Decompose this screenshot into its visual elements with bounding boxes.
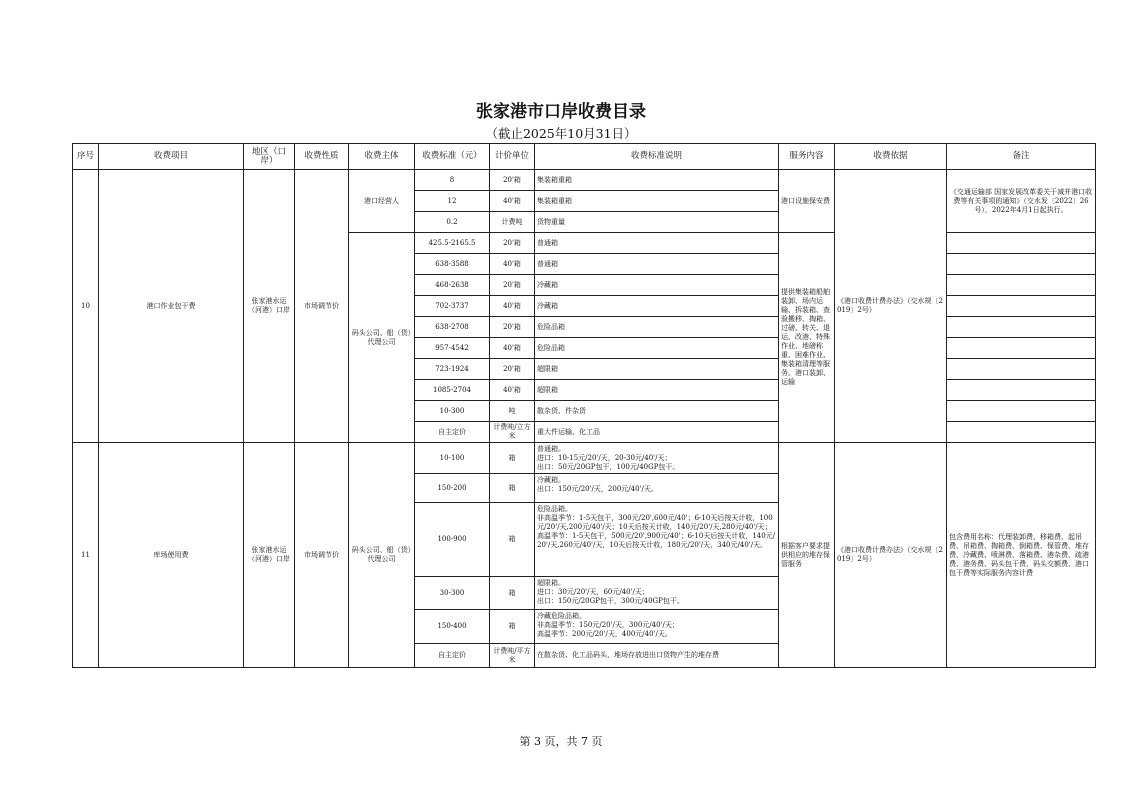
remark: 包含费用名称：代理装卸费、移箱费、起吊费、吊箱费、掏箱费、倒箱费、保管费、堆存费、冷藏费、喷淋费、落箱费、港杂费、疏港费、港务费、码头包干费、码头交额费、港口包干费等实际服务内容计费 xyxy=(947,443,1096,668)
page-number: 第 3 页，共 7 页 xyxy=(519,735,603,748)
item-name: 港口作业包干费 xyxy=(99,170,244,443)
fee-description: 重大件运输、化工品 xyxy=(535,422,779,443)
table-row xyxy=(73,443,1096,474)
fee-unit: 箱 xyxy=(490,503,535,577)
fee-standard: 468-2638 xyxy=(415,275,490,296)
fee-unit: 40'箱 xyxy=(490,380,535,401)
fee-unit: 计费吨 xyxy=(490,212,535,233)
item-region: 张家港水运（河港）口岸 xyxy=(244,443,295,668)
fee-standard: 150-200 xyxy=(415,474,490,503)
remark: 《交通运输部 国家发展改革委关于减并港口收费等有关事项的通知》（交水发〔2022〕26号），2022年4月1日起执行。 xyxy=(947,170,1096,233)
header-cell: 服务内容 xyxy=(779,144,835,170)
fee-description: 冷藏箱 xyxy=(535,275,779,296)
fee-unit: 20'箱 xyxy=(490,233,535,254)
fee-subject: 码头公司、船（货）代理公司 xyxy=(349,233,415,443)
fee-unit: 20'箱 xyxy=(490,170,535,191)
item-name: 库场使用费 xyxy=(99,443,244,668)
fee-standard: 1085-2704 xyxy=(415,380,490,401)
page-subtitle: （截止2025年10月31日） xyxy=(485,126,637,141)
header-cell: 收费性质 xyxy=(295,144,349,170)
fee-standard: 957-4542 xyxy=(415,338,490,359)
remark xyxy=(947,317,1096,338)
fee-description: 冷藏箱。 出口：150元/20'/天，200元/40'/天。 xyxy=(535,474,779,503)
header-cell: 收费依据 xyxy=(835,144,947,170)
fee-description: 危险品箱。 非高温季节：1-5天包干，300元/20',600元/40'；6-10天后按天计收，100元/20'/天,200元/40'/天；10天后按天计收，140元/20'/天,280元/40'/天； 高温季节：1-5天包干，500元/20',900元/40'；6-10天后按天计收，140元/20'/天,260元/40'/天，10天后按天计收，180元/20'/天，340元/40'/天。 xyxy=(535,503,779,577)
fee-unit: 吨 xyxy=(490,401,535,422)
service-content: 根据客户要求提供相应的堆存保管服务 xyxy=(779,443,835,668)
fee-description: 散杂货、件杂货 xyxy=(535,401,779,422)
header-cell: 收费标准（元） xyxy=(415,144,490,170)
fee-unit: 箱 xyxy=(490,443,535,474)
remark xyxy=(947,422,1096,443)
remark xyxy=(947,401,1096,422)
remark xyxy=(947,338,1096,359)
fee-standard: 425.5-2165.5 xyxy=(415,233,490,254)
fee-unit: 箱 xyxy=(490,610,535,644)
fee-standard: 自主定价 xyxy=(415,422,490,443)
fee-standard: 723-1924 xyxy=(415,359,490,380)
fee-unit: 箱 xyxy=(490,474,535,503)
fee-unit: 40'箱 xyxy=(490,338,535,359)
fee-unit: 20'箱 xyxy=(490,275,535,296)
fee-description: 集装箱重箱 xyxy=(535,191,779,212)
fee-standard: 自主定价 xyxy=(415,644,490,668)
fee-unit: 40'箱 xyxy=(490,191,535,212)
fee-standard: 638-2708 xyxy=(415,317,490,338)
item-region: 张家港水运（河港）口岸 xyxy=(244,170,295,443)
header-cell: 收费主体 xyxy=(349,144,415,170)
fee-description: 超限箱 xyxy=(535,359,779,380)
fee-description: 普通箱 xyxy=(535,233,779,254)
fee-standard: 12 xyxy=(415,191,490,212)
header-cell: 备注 xyxy=(947,144,1096,170)
header-cell: 收费项目 xyxy=(99,144,244,170)
fee-description: 冷藏危险品箱。 非高温季节：150元/20'/天，300元/40'/天； 高温季节：200元/20'/天，400元/40'/天。 xyxy=(535,610,779,644)
item-nature: 市场调节价 xyxy=(295,443,349,668)
fee-standard: 10-100 xyxy=(415,443,490,474)
remark xyxy=(947,275,1096,296)
fee-basis: 《港口收费计费办法》（交水规〔2019〕2号） xyxy=(835,443,947,668)
fee-unit: 计费吨/平方米 xyxy=(490,644,535,668)
fee-standard: 30-300 xyxy=(415,577,490,610)
fee-description: 货物重量 xyxy=(535,212,779,233)
fee-subject: 码头公司、船（货）代理公司 xyxy=(349,443,415,668)
fee-standard: 0.2 xyxy=(415,212,490,233)
fee-description: 超限箱。 进口：30元/20'/天，60元/40'/天； 出口：150元/20GP包干，300元/40GP包干。 xyxy=(535,577,779,610)
fee-description: 普通箱。 进口：10-15元/20'/天，20-30元/40'/天； 出口：50元/20GP包干，100元/40GP包干。 xyxy=(535,443,779,474)
header-cell: 序号 xyxy=(73,144,99,170)
fee-description: 普通箱 xyxy=(535,254,779,275)
fee-unit: 40'箱 xyxy=(490,254,535,275)
fee-standard: 638-3588 xyxy=(415,254,490,275)
fee-unit: 20'箱 xyxy=(490,317,535,338)
fee-standard: 150-400 xyxy=(415,610,490,644)
fee-description: 在散杂货、化工品码头、堆场存放进出口货物产生的堆存费 xyxy=(535,644,779,668)
table-row xyxy=(73,170,1096,191)
fee-standard: 702-3737 xyxy=(415,296,490,317)
item-number: 10 xyxy=(73,170,99,443)
remark xyxy=(947,296,1096,317)
service-content: 港口设施保安费 xyxy=(779,170,835,233)
fee-basis: 《港口收费计费办法》（交水规〔2019〕2号） xyxy=(835,170,947,443)
fee-table xyxy=(72,143,1096,668)
fee-standard: 8 xyxy=(415,170,490,191)
remark xyxy=(947,233,1096,254)
header-cell: 收费标准说明 xyxy=(535,144,779,170)
fee-description: 超限箱 xyxy=(535,380,779,401)
fee-unit: 箱 xyxy=(490,577,535,610)
fee-unit: 计费吨/立方米 xyxy=(490,422,535,443)
fee-standard: 100-900 xyxy=(415,503,490,577)
item-nature: 市场调节价 xyxy=(295,170,349,443)
fee-description: 冷藏箱 xyxy=(535,296,779,317)
fee-description: 危险品箱 xyxy=(535,317,779,338)
fee-subject: 港口经营人 xyxy=(349,170,415,233)
item-number: 11 xyxy=(73,443,99,668)
service-content: 提供集装箱船舶装卸、场内运输、拆装箱、查验搬移、掏箱、过磅、转关、退运、改港、特殊作业、地磅称重、困难作业、集装箱清理等服务。港口装卸、运输 xyxy=(779,233,835,443)
remark xyxy=(947,380,1096,401)
header-cell: 计价单位 xyxy=(490,144,535,170)
fee-description: 集装箱重箱 xyxy=(535,170,779,191)
fee-standard: 10-300 xyxy=(415,401,490,422)
fee-description: 危险品箱 xyxy=(535,338,779,359)
page-title: 张家港市口岸收费目录 xyxy=(476,102,646,122)
remark xyxy=(947,254,1096,275)
fee-unit: 20'箱 xyxy=(490,359,535,380)
remark xyxy=(947,359,1096,380)
fee-unit: 40'箱 xyxy=(490,296,535,317)
table-header-row xyxy=(73,144,1096,170)
header-cell: 地区（口岸） xyxy=(244,144,295,170)
